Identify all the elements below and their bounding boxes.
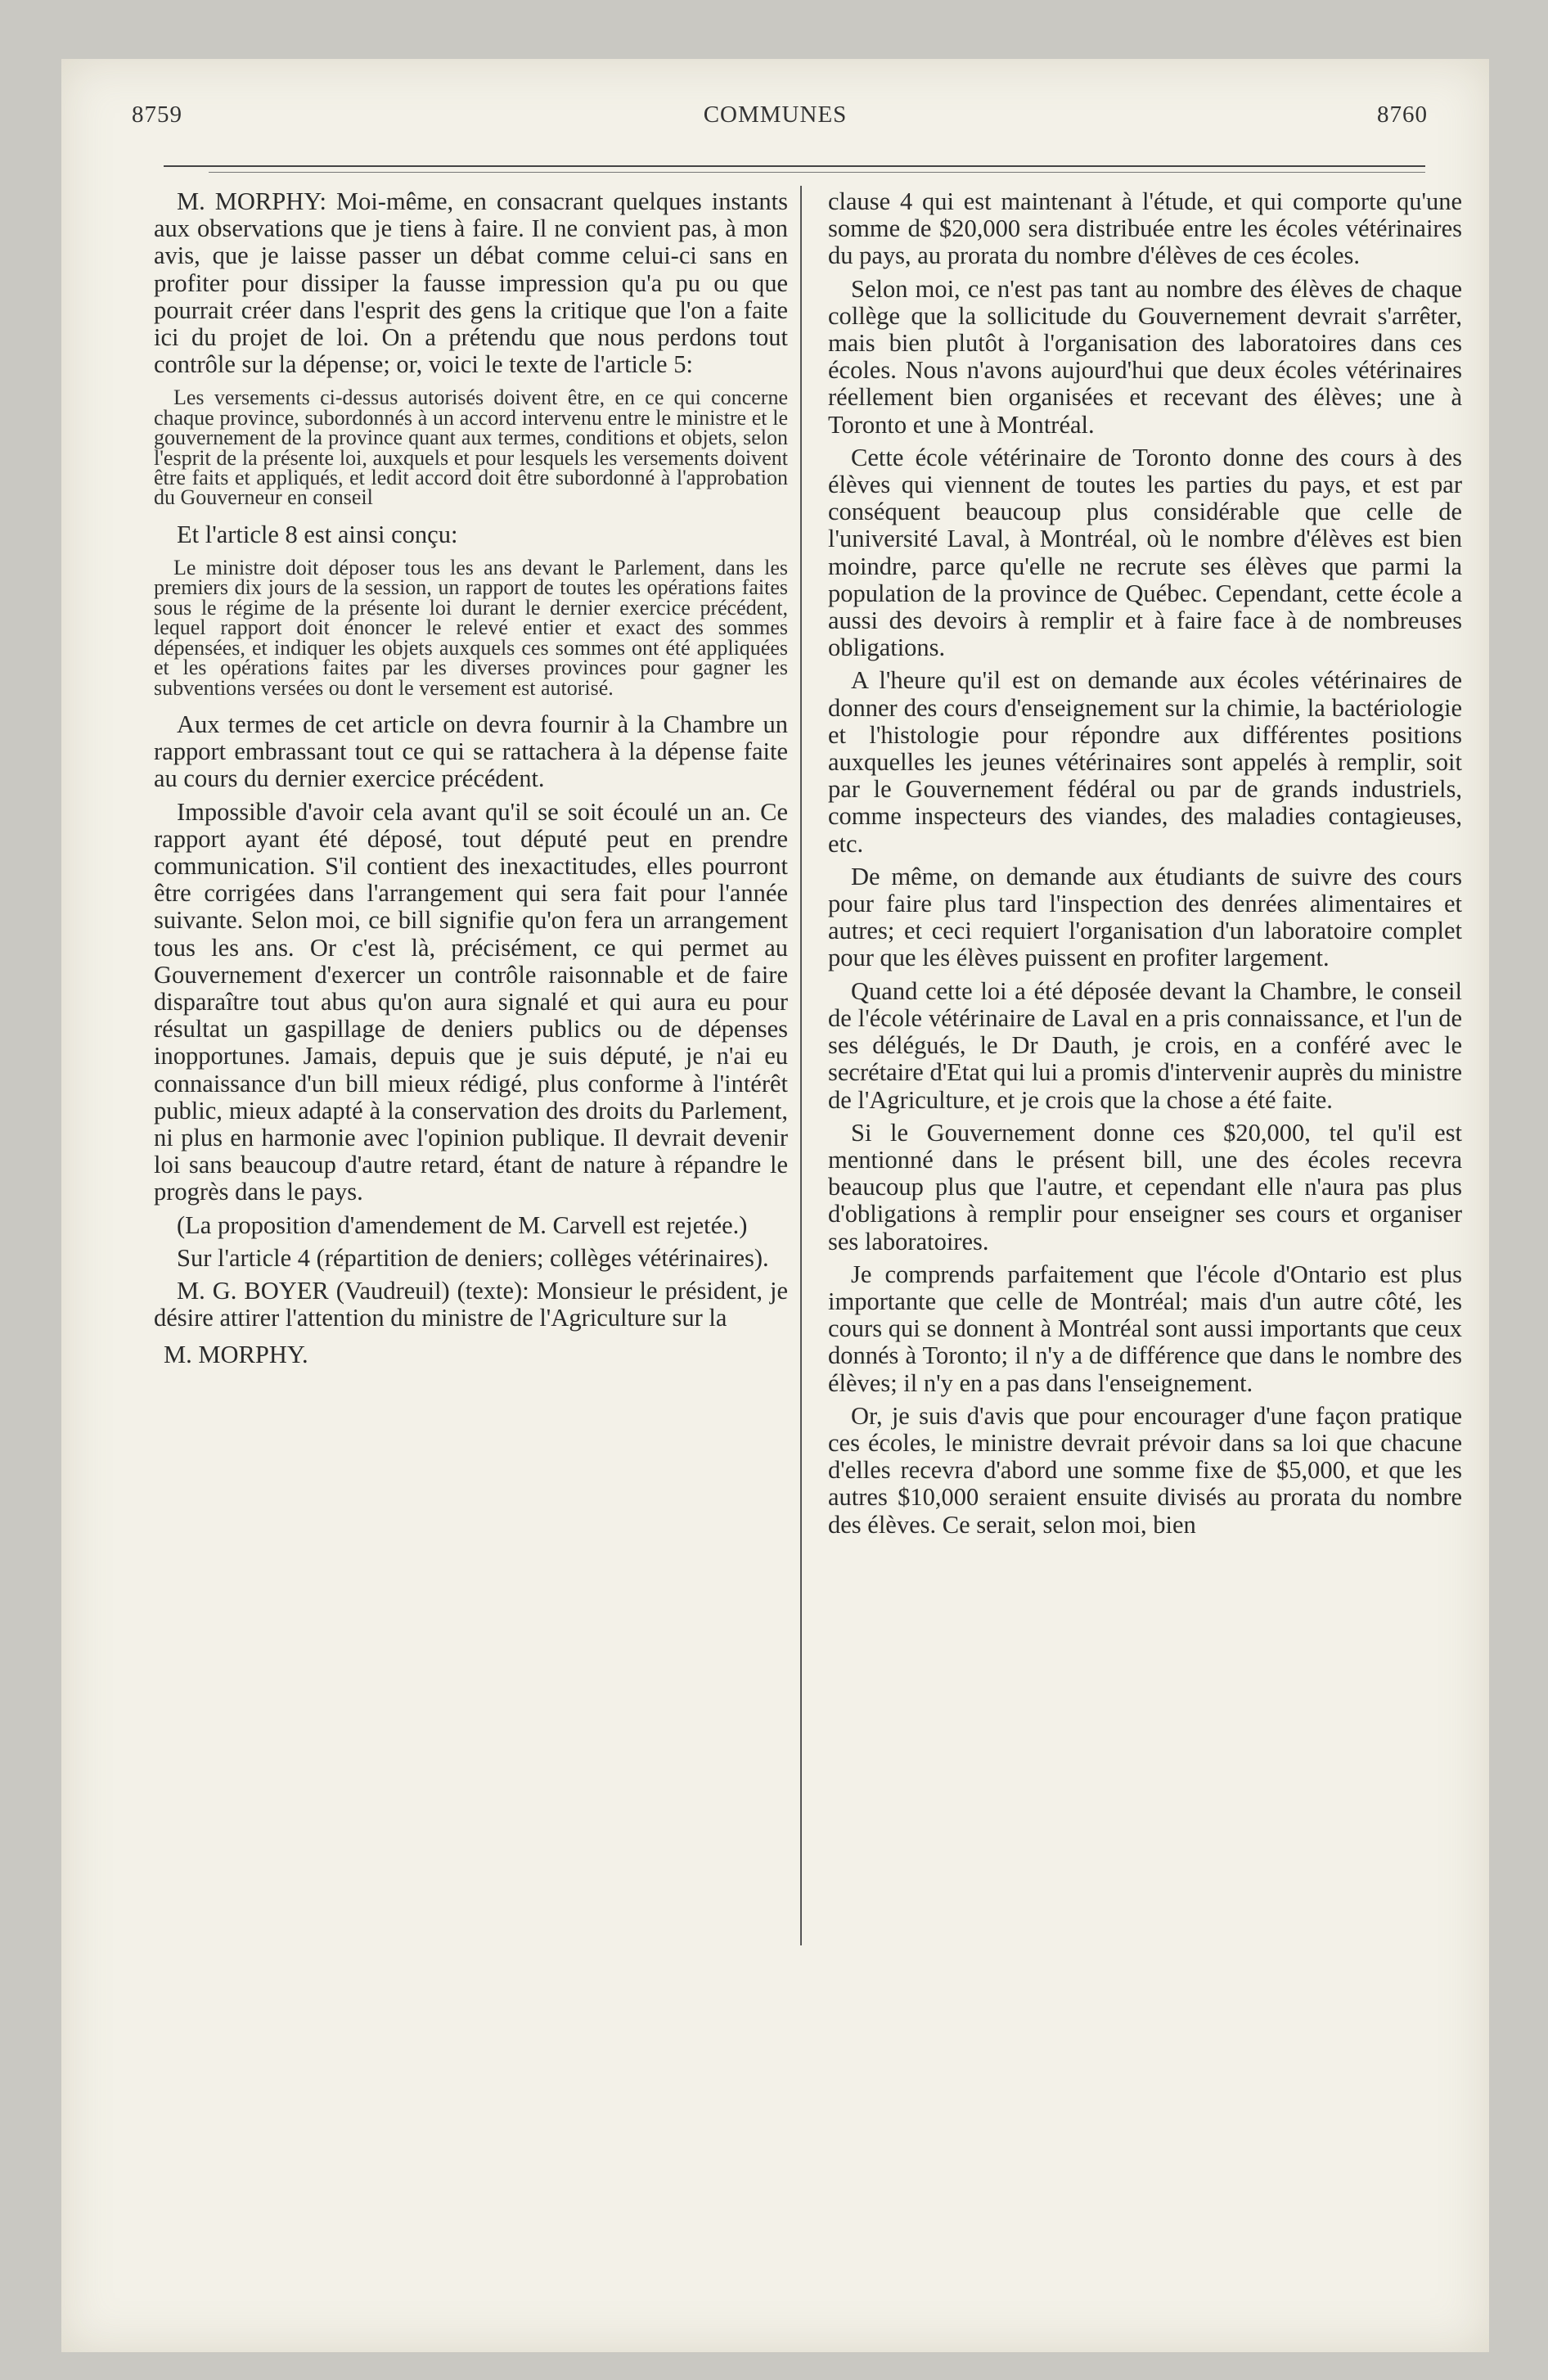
quoted-article-8 [154,558,788,698]
speaker-footer: M. MORPHY. [164,1341,308,1369]
paragraph: Je comprends parfaitement que l'école d'Ontario est plus importante que celle de Montréal; mais d'un autre côté, les cours qui se donnent à Montréal sont aussi importants que ceux donnés à Toronto; il n'y a de différence que dans le nombre des élèves; il n'y en a pas dans l'enseignement. [828,1260,1462,1397]
paragraph: Aux termes de cet article on devra fournir à la Chambre un rapport embrassant tout ce qui se rattachera à la dépense faite au cours du dernier exercice précédent. [154,710,788,793]
page-header [61,101,1489,134]
paragraph: Selon moi, ce n'est pas tant au nombre des élèves de chaque collège que la sollicitude du Gouvernement devrait s'arrêter, mais bien plutôt à l'organisation des laboratoires dans ces écoles. Nous n'avons aujourd'hui que deux écoles vétérinaires réellement bien organisées et recevant des élèves; une à Toronto et une à Montréal. [828,274,1462,439]
header-rule-thin [209,172,1425,173]
paragraph: A l'heure qu'il est on demande aux écoles vétérinaires de donner des cours d'enseignement sur la chimie, la bactériologie et l'histologie pour répondre aux différentes positions auxquelles les jeunes vétérinaires sont appelés à remplir, soit par le Gouvernement fédéral ou par de grands industriels, comme inspecteurs des viandes, des maladies contagieuses, etc. [828,666,1462,858]
quote-text: Le ministre doit déposer tous les ans devant le Parlement, dans les premiers dix jours de la session, un rapport de toutes les opérations faites sous le régime de la présente loi durant le dernier exercice précédent, lequel rapport doit énoncer le relevé entier et exact des sommes dépensées, et indiquer les objets auxquels ces sommes ont été appliquées et les opérations faites par les diverses provinces pour gagner les subventions versées ou dont le versement est autorisé. [154,556,788,700]
quoted-article-5 [154,385,788,510]
paragraph: Sur l'article 4 (répartition de deniers; collèges vétérinaires). [177,1243,769,1272]
right-column [828,188,1462,1544]
paragraph: Et l'article 8 est ainsi conçu: [177,520,458,548]
column-divider [800,186,802,1945]
page-number-left: 8759 [132,101,182,128]
left-column [154,188,788,1375]
paragraph: Cette école vétérinaire de Toronto donne des cours à des élèves qui viennent de toutes les parties du pays, et est par conséquent beaucoup plus considérable que celle de l'université Laval, à Montréal, où le nombre d'élèves est bien moindre, parce qu'elle ne recrute ses élèves que parmi la population de la province de Québec. Cependant, cette école a aussi des devoirs à remplir et à faire face à de nombreuses obligations. [828,443,1462,662]
paragraph: De même, on demande aux étudiants de suivre des cours pour faire plus tard l'inspection des denrées alimentaires et autres; et ceci requiert l'organisation d'un laboratoire complet pour que les élèves puissent en profiter largement. [828,862,1462,972]
paragraph: clause 4 qui est maintenant à l'étude, et qui comporte qu'une somme de $20,000 sera distribuée entre les écoles vétérinaires du pays, au prorata du nombre d'élèves de ces écoles. [828,187,1462,270]
paragraph: M. MORPHY: Moi-même, en consacrant quelques instants aux observations que je tiens à faire. Il ne convient pas, à mon avis, que je laisse passer un débat comme celui-ci sans en profiter pour dissiper la fausse impression qu'a pu ou que pourrait créer dans l'esprit des gens la critique que l'on a faite ici du projet de loi. On a prétendu que nous perdons tout contrôle sur la dépense; or, voici le texte de l'article 5: [154,187,788,379]
hansard-page [61,59,1489,2352]
page-number-right: 8760 [1377,101,1428,128]
paragraph: Impossible d'avoir cela avant qu'il se soit écoulé un an. Ce rapport ayant été déposé, tout député peut en prendre communication. S'il contient des inexactitudes, elles pourront être corrigées dans l'arrangement qui sera fait pour l'année suivante. Selon moi, ce bill signifie qu'on fera un arrangement tous les ans. Or c'est là, précisément, ce qui permet au Gouvernement d'exercer un contrôle raisonnable et de faire disparaître tout abus qu'on aura signalé et qui aura eu pour résultat un gaspillage de deniers publics ou de dépenses inopportunes. Jamais, depuis que je suis député, je n'ai eu connaissance d'un bill mieux rédigé, plus conforme à l'intérêt public, mieux adapté à la conservation des droits du Parlement, ni plus en harmonie avec l'opinion publique. Il devrait devenir loi sans beaucoup d'autre retard, étant de nature à répandre le progrès dans le pays. [154,797,788,1206]
paragraph: Si le Gouvernement donne ces $20,000, tel qu'il est mentionné dans le présent bill, une des écoles recevra beaucoup plus que l'autre, et cependant elle n'aura pas plus d'obligations à remplir pour enseigner ses cours et organiser ses laboratoires. [828,1118,1462,1255]
running-title: COMMUNES [703,101,848,128]
quote-text: Les versements ci-dessus autorisés doivent être, en ce qui concerne chaque province, subordonnés à un accord intervenu entre le ministre et le gouvernement de la province quant aux termes, conditions et objets, selon l'esprit de la présente loi, auxquels et pour lesquels les versements doivent être faits et appliqués, et ledit accord doit être subordonné à l'approbation du Gouverneur en conseil [154,385,788,510]
header-rule [164,165,1425,167]
paragraph: Or, je suis d'avis que pour encourager d'une façon pratique ces écoles, le ministre devrait prévoir dans sa loi que chacune d'elles recevra d'abord une somme fixe de $5,000, et que les autres $10,000 seraient ensuite divisés au prorata du nombre des élèves. Ce serait, selon moi, bien [828,1401,1462,1539]
paragraph: (La proposition d'amendement de M. Carvell est rejetée.) [177,1210,748,1239]
paragraph: M. G. BOYER (Vaudreuil) (texte): Monsieur le président, je désire attirer l'attention du ministre de l'Agriculture sur la [154,1276,788,1332]
paragraph: Quand cette loi a été déposée devant la Chambre, le conseil de l'école vétérinaire de Laval en a pris connaissance, et l'un de ses délégués, le Dr Dauth, je crois, en a conféré avec le secrétaire d'Etat qui lui a promis d'intervenir auprès du ministre de l'Agriculture, et je crois que la chose a été faite. [828,976,1462,1114]
